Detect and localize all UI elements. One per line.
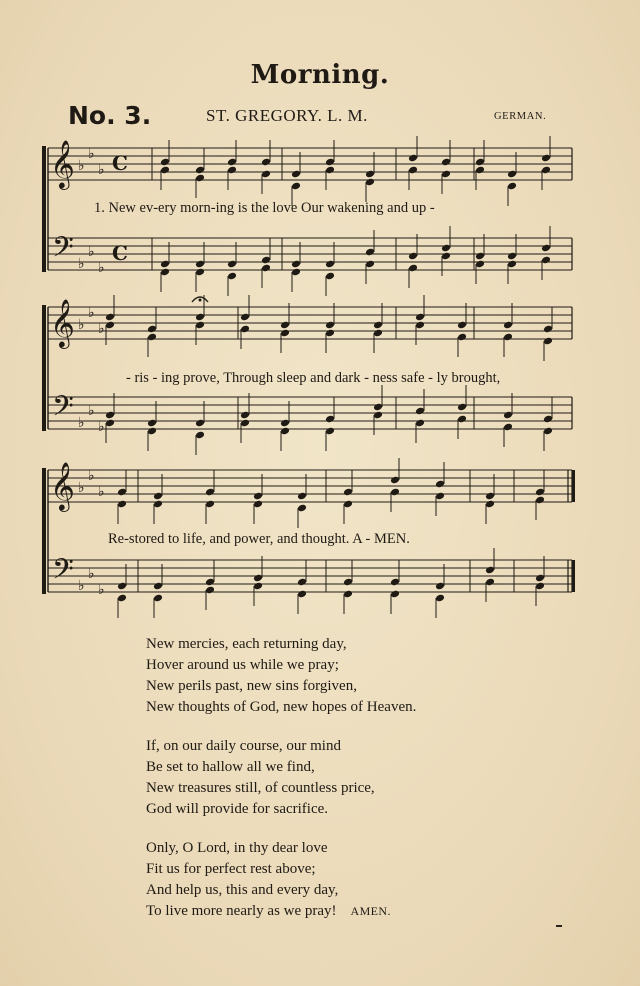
flat-sign: ♭ (88, 244, 95, 260)
verse-line: God will provide for sacrifice. (146, 801, 329, 817)
page-mark (556, 925, 562, 927)
flat-sign: ♭ (98, 419, 105, 435)
flat-sign: ♭ (88, 403, 95, 419)
verse-line (146, 901, 416, 922)
flat-sign: ♭ (98, 260, 105, 276)
lyric-line-1: 1. New ev-ery morn-ing is the love Our wakening and up - (94, 200, 435, 216)
hymn-number: No. 3. (68, 101, 152, 130)
stanza-2 (146, 634, 416, 718)
tune-name: ST. GREGORY. L. M. (206, 106, 368, 125)
treble-clef: 𝄞 (50, 298, 75, 347)
composer-label: GERMAN. (494, 111, 547, 122)
verse-line: New thoughts of God, new hopes of Heaven. (146, 699, 417, 715)
time-signature: C (112, 241, 128, 265)
verse-line: New mercies, each returning day, (146, 636, 347, 652)
flat-sign: ♭ (88, 146, 95, 162)
bass-clef: 𝄢 (52, 553, 74, 593)
bass-clef: 𝄢 (52, 390, 74, 430)
flat-sign: ♭ (88, 566, 95, 582)
flat-sign: ♭ (78, 158, 85, 174)
verse-line: Hover around us while we pray; (146, 657, 339, 673)
flat-sign: ♭ (78, 415, 85, 431)
flat-sign: ♭ (88, 468, 95, 484)
flat-sign: ♭ (98, 321, 105, 337)
page-title: Morning. (250, 60, 390, 90)
final-barline (572, 560, 575, 592)
stanza-3 (146, 736, 416, 820)
amen-label: AMEN. (350, 904, 391, 918)
flat-sign: ♭ (98, 582, 105, 598)
flat-sign: ♭ (78, 317, 85, 333)
flat-sign: ♭ (88, 305, 95, 321)
system-bracket (42, 305, 46, 431)
verses (146, 634, 416, 940)
system-bracket (42, 146, 46, 272)
final-barline (572, 470, 575, 502)
treble-clef: 𝄞 (50, 461, 75, 510)
treble-clef: 𝄞 (50, 139, 75, 188)
fermata-dot (199, 299, 202, 302)
verse-line: New treasures still, of countless price, (146, 780, 375, 796)
system-bracket (42, 468, 46, 594)
stanza-4 (146, 838, 416, 922)
flat-sign: ♭ (98, 162, 105, 178)
flat-sign: ♭ (78, 256, 85, 272)
flat-sign: ♭ (98, 484, 105, 500)
verse-line: Be set to hallow all we find, (146, 759, 315, 775)
flat-sign: ♭ (78, 480, 85, 496)
verse-line: Fit us for perfect rest above; (146, 861, 316, 877)
verse-line: If, on our daily course, our mind (146, 738, 341, 754)
flat-sign: ♭ (78, 578, 85, 594)
verse-line: And help us, this and every day, (146, 882, 339, 898)
lyric-line-2: - ris - ing prove, Through sleep and dark - ness safe - ly brought, (126, 370, 501, 386)
time-signature: C (112, 151, 128, 175)
bass-clef: 𝄢 (52, 231, 74, 271)
verse-line: Only, O Lord, in thy dear love (146, 840, 328, 856)
verse-line: New perils past, new sins forgiven, (146, 678, 357, 694)
verse-last-line: To live more nearly as we pray! (146, 903, 337, 919)
lyric-line-3: Re-stored to life, and power, and thought. A - MEN. (108, 531, 410, 547)
